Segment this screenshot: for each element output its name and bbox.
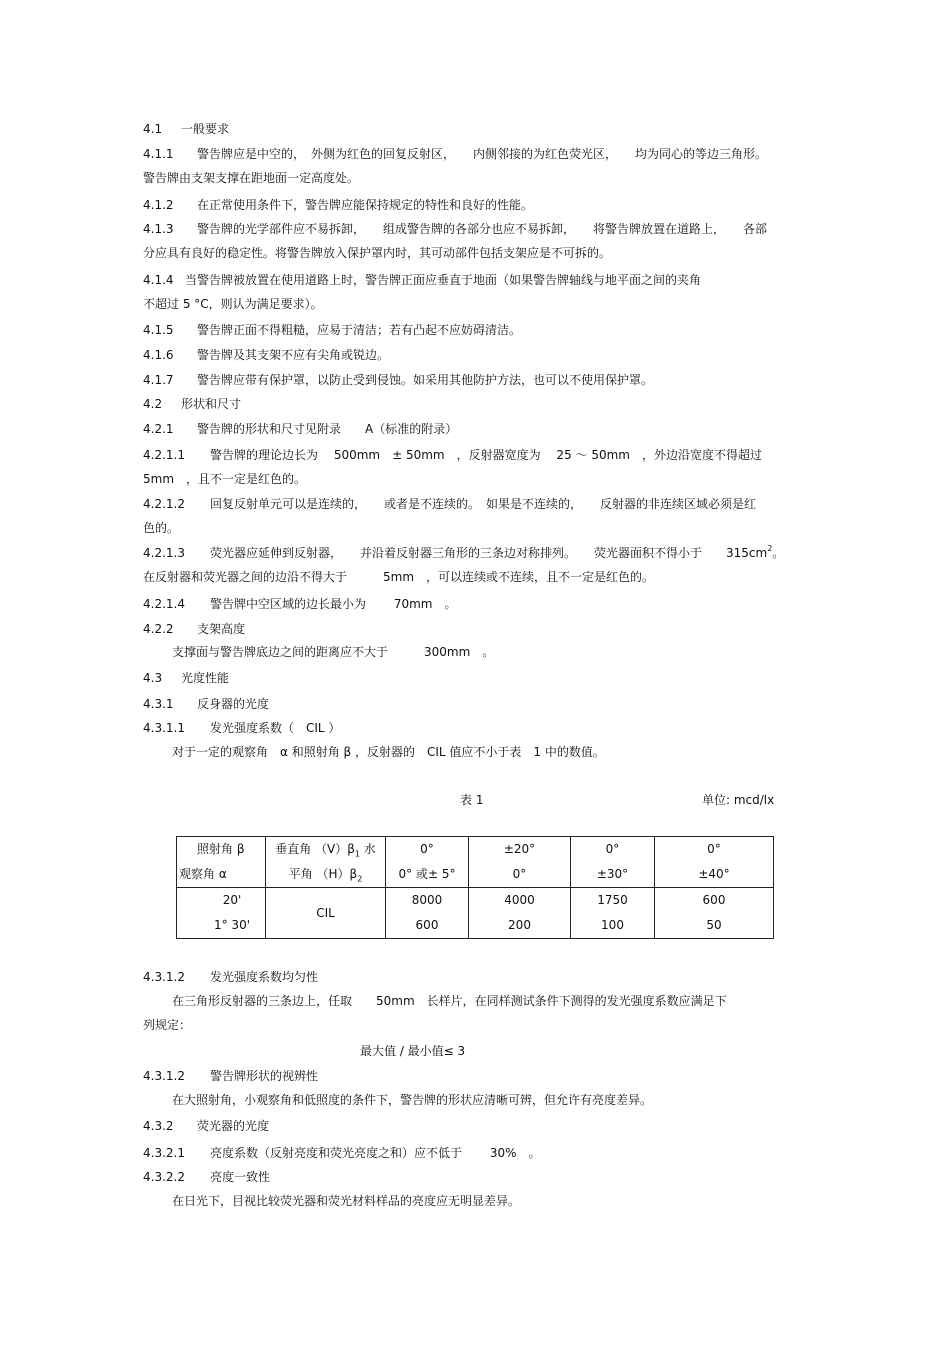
clause-4-1-4 [143, 272, 701, 288]
column-header: ±20° 0° [469, 837, 571, 888]
clause-number: 4.2.1 [143, 422, 174, 436]
clause-4-3-2 [143, 1118, 269, 1134]
section-4-3 [143, 670, 229, 686]
clause-number: 4.1.4 [143, 273, 174, 287]
clause-text: 在大照射角，小观察角和低照度的条件下，警告牌的形状应清晰可辨，但允许有亮度差异。 [172, 1093, 653, 1107]
clause-text: 警告牌及其支架不应有尖角或锐边。 [197, 348, 390, 362]
clause-4-3-1-1 [143, 720, 340, 736]
ratio-formula [360, 1043, 465, 1059]
clause-text: 反身器的光度 [197, 697, 270, 711]
clause-4-1-1 [143, 146, 767, 162]
clause-number: 4.3.2 [143, 1119, 174, 1133]
observation-angle-cell: 20' 1° 30' [177, 888, 266, 939]
clause-4-2-1 [143, 421, 457, 437]
clause-text: 警告牌的理论边长为 500mm ± 50mm ，反射器宽度为 25 ～ 50mm ，外边沿宽度不得超过 [210, 448, 762, 462]
clause-text: 警告牌的形状和尺寸见附录 A（标准的附录） [197, 422, 458, 436]
clause-4-2-1-3-cont [143, 569, 654, 585]
clause-text: 警告牌的光学部件应不易拆卸， 组成警告牌的各部分也应不易拆卸， 将警告牌放置在道路上， 各部 [197, 222, 768, 236]
clause-4-2-1-3 [143, 545, 784, 561]
clause-text: 在反射器和荧光器之间的边沿不得大于 5mm ，可以连续或不连续，且不一定是红色的。 [143, 570, 655, 584]
clause-number: 4.2.1.2 [143, 497, 185, 511]
clause-number: 4.1.3 [143, 222, 174, 236]
clause-text: 警告牌由支架支撑在距地面一定高度处。 [143, 171, 360, 185]
clause-text: 在三角形反射器的三条边上，任取 50mm 长样片，在同样测试条件下测得的发光强度系数应满足下 [172, 994, 727, 1008]
clause-4-2-1-2-cont [143, 520, 179, 536]
clause-4-3-2-2-body [172, 1193, 520, 1209]
clause-4-3-1 [143, 696, 269, 712]
clause-4-1-7 [143, 372, 653, 388]
clause-text: 分应具有良好的稳定性。将警告牌放入保护罩内时，其可动部件包括支架应是不可拆的。 [143, 246, 612, 260]
value-cell: 4000 200 [469, 888, 571, 939]
clause-text: 发光强度系数均匀性 [210, 970, 319, 984]
quantity-cell: CIL [266, 888, 386, 939]
clause-4-3-1-2 [143, 969, 318, 985]
clause-4-2-2-body [172, 644, 494, 660]
table-header-row [177, 837, 774, 888]
clause-text: 光度性能 [181, 671, 230, 685]
corner-observation-angle: 观察角 α [179, 867, 227, 881]
section-4-1 [143, 121, 229, 137]
clause-4-1-6 [143, 347, 389, 363]
clause-number: 4.3.2.1 [143, 1146, 185, 1160]
clause-number: 4.1.7 [143, 373, 174, 387]
clause-end-mark: 。 [772, 546, 785, 560]
clause-text: 对于一定的观察角 α 和照射角 β ，反射器的 CIL 值应不小于表 1 中的数值。 [172, 745, 605, 759]
clause-number: 4.2 [143, 397, 163, 411]
clause-4-1-1-cont [143, 170, 359, 186]
clause-text: 5mm ，且不一定是红色的。 [143, 472, 307, 486]
clause-4-1-3 [143, 221, 767, 237]
clause-4-3-1-2b-body [172, 1092, 652, 1108]
clause-4-1-5 [143, 322, 521, 338]
horizontal-angle-header: 平角 $(H)\beta_2$ [288, 867, 363, 884]
table-row [177, 888, 774, 939]
clause-text: 警告牌形状的视辨性 [210, 1069, 319, 1083]
column-header: 0° ±40° [655, 837, 774, 888]
clause-number: 4.3.1.2 [143, 1069, 185, 1083]
clause-4-1-4-cont [143, 296, 323, 312]
clause-4-1-2 [143, 197, 533, 213]
clause-4-3-1-2b [143, 1068, 318, 1084]
clause-number: 4.3 [143, 671, 163, 685]
clause-text: 回复反射单元可以是连续的， 或者是不连续的。 如果是不连续的， 反射器的非连续区域必须是红 [210, 497, 757, 511]
clause-4-3-1-2-cont [143, 1017, 191, 1033]
clause-text: 色的。 [143, 521, 180, 535]
clause-4-1-3-cont [143, 245, 611, 261]
value-cell: 1750 100 [571, 888, 655, 939]
clause-number: 4.2.1.1 [143, 448, 185, 462]
clause-4-2-1-2 [143, 496, 756, 512]
clause-number: 4.3.1.2 [143, 970, 185, 984]
clause-text: 不超过 5 °C，则认为满足要求）。 [143, 297, 323, 311]
column-header: 0° ±30° [571, 837, 655, 888]
value-cell: 8000 600 [386, 888, 469, 939]
clause-text: 形状和尺寸 [181, 397, 242, 411]
clause-number: 4.2.2 [143, 622, 174, 636]
clause-4-3-1-1-body [172, 744, 605, 760]
value-cell: 600 50 [655, 888, 774, 939]
table-caption: 表 1 [460, 793, 484, 807]
clause-text: 亮度一致性 [210, 1170, 271, 1184]
clause-text: 警告牌应带有保护罩，以防止受到侵蚀。如采用其他防护方法，也可以不使用保护罩。 [197, 373, 654, 387]
table-unit: 单位: mcd/lx [702, 793, 775, 807]
clause-number: 4.1.6 [143, 348, 174, 362]
formula-text: 最大值 / 最小值≤ 3 [360, 1044, 466, 1058]
cil-table [176, 836, 774, 939]
clause-number: 4.2.1.4 [143, 597, 185, 611]
clause-text: 当警告牌被放置在使用道路上时，警告牌正面应垂直于地面（如果警告牌轴线与地平面之间的夹角 [185, 273, 702, 287]
clause-4-3-2-2 [143, 1169, 270, 1185]
angle-header-cell [266, 837, 386, 888]
clause-number: 4.1.1 [143, 147, 174, 161]
superscript-2: 2 [767, 544, 773, 553]
column-header: 0° 0° 或± 5° [386, 837, 469, 888]
clause-4-3-1-2-body [172, 993, 727, 1009]
clause-number: 4.3.2.2 [143, 1170, 185, 1184]
clause-4-2-1-1 [143, 447, 762, 463]
clause-4-2-1-1-cont [143, 471, 306, 487]
clause-text: 支撑面与警告牌底边之间的距离应不大于 300mm 。 [172, 645, 495, 659]
clause-number: 4.1 [143, 122, 163, 136]
clause-text: 列规定： [143, 1018, 192, 1032]
clause-text: 亮度系数（反射亮度和荧光亮度之和）应不低于 30% 。 [210, 1146, 541, 1160]
clause-text: 一般要求 [181, 122, 230, 136]
clause-text: 在日光下，目视比较荧光器和荧光材料样品的亮度应无明显差异。 [172, 1194, 521, 1208]
clause-number: 4.1.2 [143, 198, 174, 212]
clause-text: 荧光器应延伸到反射器， 并沿着反射器三角形的三条边对称排列。 荧光器面积不得小于 315cm [210, 546, 768, 560]
clause-text: 荧光器的光度 [197, 1119, 270, 1133]
clause-number: 4.2.1.3 [143, 546, 185, 560]
clause-text: 警告牌中空区域的边长最小为 70mm 。 [210, 597, 457, 611]
clause-number: 4.3.1.1 [143, 721, 185, 735]
corner-illumination-angle: 照射角 β [197, 842, 245, 856]
clause-text: 在正常使用条件下，警告牌应能保持规定的特性和良好的性能。 [197, 198, 534, 212]
clause-text: 警告牌正面不得粗糙，应易于清洁；若有凸起不应妨碍清洁。 [197, 323, 522, 337]
vertical-angle-header: 垂直角 $(V)\beta_1$ 水 [275, 842, 376, 859]
clause-text: 发光强度系数（ CIL ） [210, 721, 341, 735]
table-corner-cell [177, 837, 266, 888]
section-4-2 [143, 396, 241, 412]
clause-4-2-2 [143, 621, 245, 637]
clause-text: 警告牌应是中空的， 外侧为红色的回复反射区， 内侧邻接的为红色荧光区， 均为同心的等边三角形。 [197, 147, 768, 161]
clause-text: 支架高度 [197, 622, 246, 636]
clause-4-3-2-1 [143, 1145, 541, 1161]
clause-number: 4.1.5 [143, 323, 174, 337]
clause-4-2-1-4 [143, 596, 456, 612]
clause-number: 4.3.1 [143, 697, 174, 711]
